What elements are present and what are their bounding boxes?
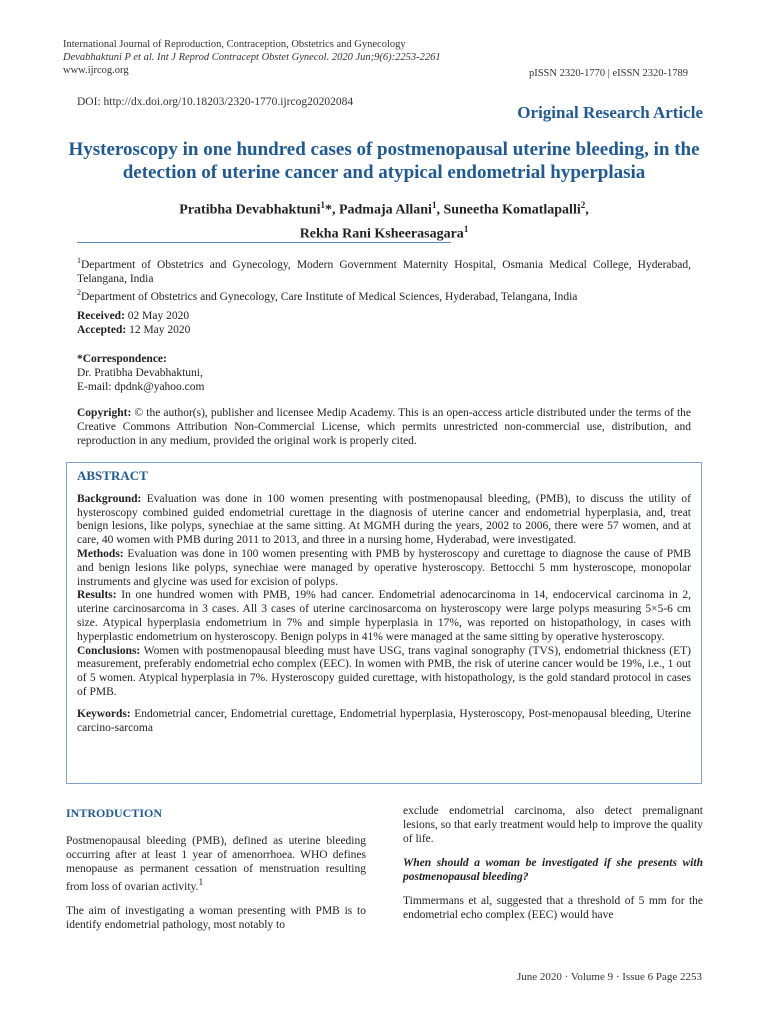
right-column [403,804,703,932]
author-name: Pratibha Devabhaktuni [179,202,321,218]
correspondence-name: Dr. Pratibha Devabhaktuni, [77,367,203,379]
abstract-keywords: Keywords: Endometrial cancer, Endometrial curettage, Endometrial hyperplasia, Hysteroscopy, Post-menopausal bleeding, Uterine carcino-sarcoma [77,707,692,734]
introduction-heading: INTRODUCTION [66,806,163,820]
author-sup: 2 [580,200,586,210]
abstract-methods: Methods: Evaluation was done in 100 women presenting with PMB by hysteroscopy and curettage to diagnose the cause of PMB and benign lesions like polyps, synechiae were managed by operative hysteroscopy. Bettocchi 5 mm hysteroscope, monopolar instruments and glycine was used for excision of polyps. [77,547,691,588]
copyright-label: Copyright: [77,407,132,419]
affiliation-1: $^1$Department of Obstetrics and Gynecology, Modern Government Maternity Hospital, Osmania Medical College, Hyderabad, Telangana, India [77,256,691,285]
copyright-text: © the author(s), publisher and licensee Medip Academy. This is an open-access article distributed under the terms of the Creative Commons Attribution Non-Commercial License, which permits unrestricted non-commercial use, distribution, and reproduction in any medium, provided the original work is properly cited. [77,407,692,447]
correspondence-email[interactable]: E-mail: dpdnk@yahoo.com [77,381,205,393]
author-name: Padmaja Allani [338,202,432,218]
page-footer: June 2020 · Volume 9 · Issue 6 Page 2253 [516,971,702,983]
article-title: Hysteroscopy in one hundred cases of postmenopausal uterine bleeding, in the detection of uterine cancer and atypical endometrial hyperplasia [68,139,700,183]
correspondence [77,352,204,394]
copyright-notice [77,406,691,448]
correspondence-label: *Correspondence: [77,353,167,365]
abstract-box [66,462,702,784]
introduction-paragraph-1: Postmenopausal bleeding (PMB), defined as uterine bleeding occurring after at least 1 year of amenorrhoea. WHO defines menopause as permanent cessation of menstruation resulting from loss of ovarian activity.$^1$ [66,835,366,893]
affiliation-2: $^2$Department of Obstetrics and Gynecology, Care Institute of Medical Sciences, Hyderabad, Telangana, India [77,287,578,303]
article-type: Original Research Article [517,103,703,122]
author-sup: 1 [463,223,469,234]
divider [77,242,451,243]
accepted-date: 12 May 2020 [129,324,191,336]
right-paragraph-1: exclude endometrial carcinoma, also detect premalignant lesions, so that early treatment would help to improve the quality of life. [403,805,703,845]
doi-link[interactable]: DOI: http://dx.doi.org/10.18203/2320-1770.ijrcog20202084 [77,96,354,108]
author-name: Suneetha Komatlapalli [443,202,581,218]
journal-website[interactable]: www.ijrcog.org [63,65,129,76]
accepted-label: Accepted: [77,324,127,336]
journal-citation: Devabhaktuni P et al. Int J Reprod Contracept Obstet Gynecol. 2020 Jun;9(6):2253-2261 [63,52,441,63]
author-sup: 1 [431,200,437,210]
right-subheading: When should a woman be investigated if she presents with postmenopausal bleeding? [403,857,703,883]
received-label: Received: [77,310,125,322]
abstract-conclusions: Conclusions: Women with postmenopausal bleeding must have USG, trans vaginal sonography (TVS), endometrial thickness (ET) measurement, preferably endometrial echo complex (EEC). In women with PMB, the risk of uterine cancer would be 19%, i.e., 1 out of 5 women. Atypical hyperplasia in 7%. Hysteroscopy guided curettage, with histopathology, is the gold standard protocol in cases of PMB. [77,644,691,698]
issn: pISSN 2320-1770 | eISSN 2320-1789 [528,68,688,79]
author-sup: 1 [320,200,325,210]
abstract-background: Background: Evaluation was done in 100 women presenting with postmenopausal bleeding, (PMB), to discuss the utility of hysteroscopy combined guided endometrial curettage in the diagnosis of uterine cancer and endometrial hyperplasia, and, treat benign lesions, like polyps, synechiae at the same sitting. At MGMH during the years, 2002 to 2006, there were 57 women, and at care, 40 women with PMB during 2011 to 2013, and three in a nursing home, Hyderabad, were investigated. [77,492,692,547]
introduction-column [66,806,366,942]
received-date: 02 May 2020 [127,310,190,322]
journal-header [63,38,441,77]
introduction-paragraph-2: The aim of investigating a woman presenting with PMB is to identify endometrial pathology, most notably to [66,904,366,931]
reference-sup[interactable]: 1 [198,877,204,888]
abstract-results: Results: In one hundred women with PMB, 19% had cancer. Endometrial adenocarcinoma in 14, endocervical carcinoma in 2, uterine carcinosarcoma in 3 cases. All 3 cases of uterine carcinosarcoma on hysteroscopy were large polyps measuring 5×5-6 cm size. Atypical hyperplasia endometrium in 7% and simple hyperplasia in 17%, was reported on histopathology, in cases with hyperplastic endometrium on hysteroscopy. Benign polyps in 41% were managed at the same sitting by operative hysteroscopy. [77,589,691,643]
journal-name: International Journal of Reproduction, Contraception, Obstetrics and Gynecology [63,39,406,50]
abstract-heading: ABSTRACT [77,468,148,483]
article-dates [77,309,190,337]
affiliations [77,254,691,304]
right-paragraph-2: Timmermans et al, suggested that a threshold of 5 mm for the endometrial echo complex (EEC) would have [403,895,703,921]
author-name: Rekha Rani Ksheerasagara [299,226,464,242]
author-list: Pratibha Devabhaktuni$^1$*, Padmaja Allani$^1$, Suneetha Komatlapalli$^2$, Rekha Rani Ksheerasagara$^1$ [179,200,589,242]
